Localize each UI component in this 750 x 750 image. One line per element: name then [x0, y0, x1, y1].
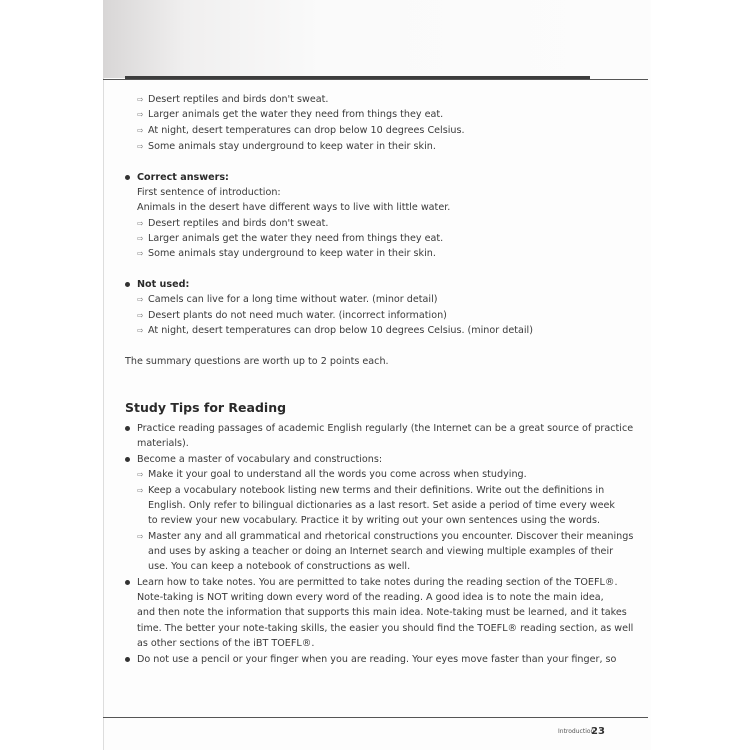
- arrow-icon: ⇨: [137, 326, 144, 335]
- arrow-icon: ⇨: [137, 126, 144, 135]
- top-shading: [103, 0, 650, 78]
- list-item: [137, 469, 527, 481]
- correct-answers-label: Correct answers:: [137, 172, 229, 183]
- list-item: [137, 325, 533, 337]
- arrow-icon: ⇨: [137, 110, 144, 119]
- item-text: Desert reptiles and birds don't sweat.: [148, 94, 329, 105]
- bullet-icon: [125, 282, 130, 287]
- tip-line: Learn how to take notes. You are permitted to take notes during the reading section of the TOEFL®.: [137, 577, 618, 588]
- list-item: [137, 125, 465, 137]
- tip-line: time. The better your note-taking skills, the easier you should find the TOEFL® reading section, as well: [137, 623, 634, 634]
- list-item: [137, 141, 436, 153]
- tip-line: Do not use a pencil or your finger when you are reading. Your eyes move faster than your finger, so: [137, 654, 617, 665]
- section-heading: Study Tips for Reading: [125, 400, 287, 415]
- list-item: [137, 109, 443, 121]
- tip-line: English. Only refer to bilingual dictionaries as a last resort. Set aside a period of time every week: [148, 500, 615, 511]
- intro-label: First sentence of introduction:: [137, 187, 281, 198]
- tip-line: Note-taking is NOT writing down every word of the reading. A good idea is to note the main idea,: [137, 592, 604, 603]
- item-text: Keep a vocabulary notebook listing new terms and their definitions. Write out the definitions in: [148, 485, 605, 496]
- item-text: Some animals stay underground to keep water in their skin.: [148, 141, 436, 152]
- list-item: [137, 294, 438, 306]
- list-item: [137, 94, 328, 106]
- arrow-icon: ⇨: [137, 249, 144, 258]
- bullet-icon: [125, 457, 130, 462]
- bullet-icon: [125, 426, 130, 431]
- tip-line: and uses by asking a teacher or doing an Internet search and viewing multiple examples of their: [148, 546, 614, 557]
- item-text: Make it your goal to understand all the words you come across when studying.: [148, 469, 527, 480]
- arrow-icon: ⇨: [137, 142, 144, 151]
- list-item: [137, 310, 447, 322]
- tip-line: materials).: [137, 438, 189, 449]
- bullet-icon: [125, 657, 130, 662]
- item-text: Desert reptiles and birds don't sweat.: [148, 218, 329, 229]
- list-item: [137, 233, 443, 245]
- tip-line: to review your new vocabulary. Practice it by writing out your own sentences using the words.: [148, 515, 601, 526]
- bullet-icon: [125, 175, 130, 180]
- arrow-icon: ⇨: [137, 234, 144, 243]
- footer-line: [103, 717, 648, 718]
- bullet-icon: [125, 580, 130, 585]
- item-text: Desert plants do not need much water. (incorrect information): [148, 310, 447, 321]
- item-text: Some animals stay underground to keep water in their skin.: [148, 248, 436, 259]
- page-number: 23: [591, 726, 605, 737]
- list-item: [137, 248, 436, 260]
- item-text: Larger animals get the water they need from things they eat.: [148, 233, 444, 244]
- arrow-icon: ⇨: [137, 219, 144, 228]
- item-text: At night, desert temperatures can drop below 10 degrees Celsius.: [148, 125, 465, 136]
- item-text: Master any and all grammatical and rhetorical constructions you encounter. Discover their meanings: [148, 531, 634, 542]
- arrow-icon: ⇨: [137, 532, 144, 541]
- list-item: [137, 218, 328, 230]
- tip-line: as other sections of the iBT TOEFL®.: [137, 638, 315, 649]
- arrow-icon: ⇨: [137, 486, 144, 495]
- arrow-icon: ⇨: [137, 311, 144, 320]
- not-used-label: Not used:: [137, 279, 190, 290]
- list-item: [137, 485, 604, 497]
- item-text: At night, desert temperatures can drop below 10 degrees Celsius. (minor detail): [148, 325, 533, 336]
- arrow-icon: ⇨: [137, 470, 144, 479]
- summary-note: The summary questions are worth up to 2 points each.: [125, 356, 389, 367]
- arrow-icon: ⇨: [137, 295, 144, 304]
- item-text: Camels can live for a long time without water. (minor detail): [148, 294, 438, 305]
- list-item: [137, 531, 633, 543]
- item-text: Larger animals get the water they need from things they eat.: [148, 109, 444, 120]
- intro-sentence: Animals in the desert have different ways to live with little water.: [137, 202, 451, 213]
- tip-line: and then note the information that supports this main idea. Note-taking must be learned, and it takes: [137, 607, 627, 618]
- tip-line: Practice reading passages of academic English regularly (the Internet can be a great source of practice: [137, 423, 634, 434]
- header-line: [103, 79, 648, 80]
- footer-section: Introduction: [558, 728, 595, 735]
- arrow-icon: ⇨: [137, 95, 144, 104]
- tip-line: Become a master of vocabulary and constructions:: [137, 454, 383, 465]
- tip-line: use. You can keep a notebook of constructions as well.: [148, 561, 411, 572]
